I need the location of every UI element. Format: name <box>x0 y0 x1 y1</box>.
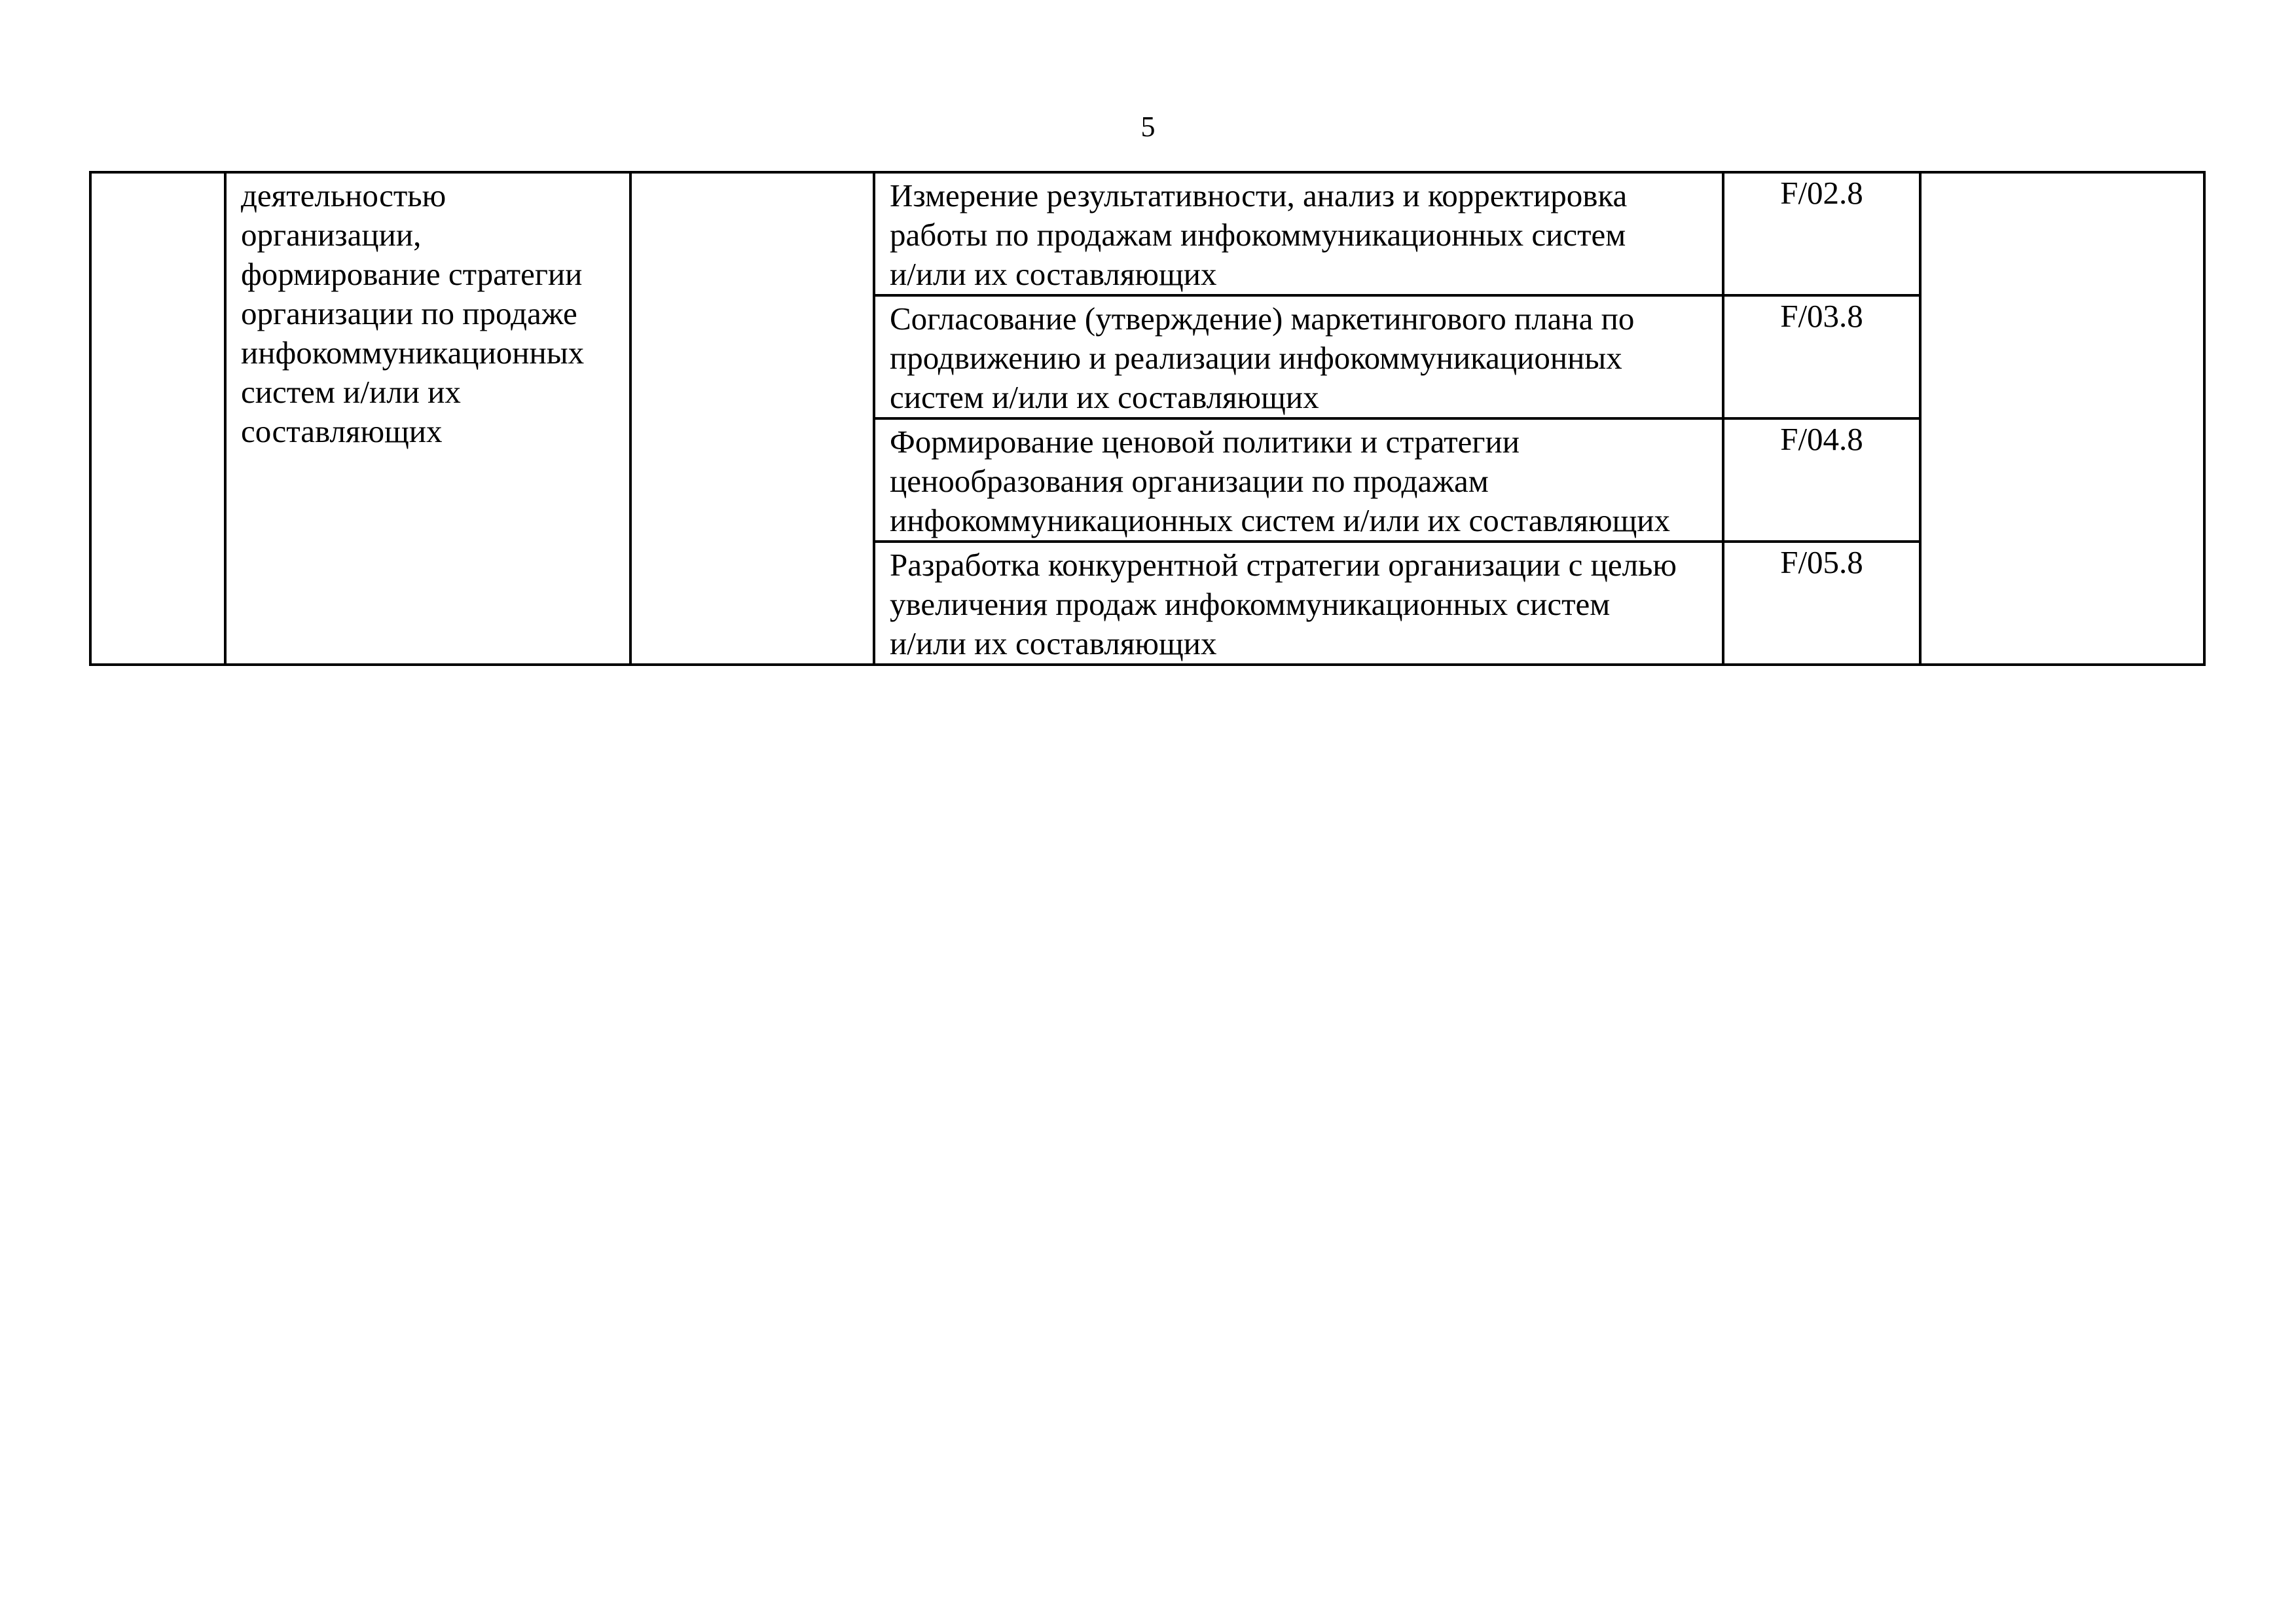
text-line: ценообразования организации по продажам <box>890 463 1489 499</box>
text-line: работы по продажам инфокоммуникационных систем <box>890 217 1626 253</box>
text-line: увеличения продаж инфокоммуникационных систем <box>890 586 1611 622</box>
text-line: Разработка конкурентной стратегии организации с целью <box>890 547 1677 583</box>
qualification-level-cell <box>630 172 874 665</box>
code-cell <box>90 172 225 665</box>
labor-function-code-cell: F/03.8 <box>1723 295 1920 418</box>
text-line: и/или их составляющих <box>890 625 1217 661</box>
text-line: организации, <box>241 217 422 253</box>
text-line: систем и/или их <box>241 374 461 410</box>
labor-function-name-cell <box>874 542 1723 665</box>
functions-table <box>89 171 2206 666</box>
text-line: систем и/или их составляющих <box>890 379 1319 415</box>
labor-function-code-cell: F/02.8 <box>1723 172 1920 295</box>
text-line: формирование стратегии <box>241 256 583 292</box>
text-line: деятельностью <box>241 177 446 213</box>
text-line: инфокоммуникационных систем и/или их составляющих <box>890 502 1671 538</box>
text-line: и/или их составляющих <box>890 256 1217 292</box>
labor-function-code-cell: F/05.8 <box>1723 542 1920 665</box>
text-line: Формирование ценовой политики и стратегии <box>890 424 1520 460</box>
labor-function-name-cell <box>874 172 1723 295</box>
labor-function-name-cell <box>874 418 1723 542</box>
text-line: организации по продаже <box>241 295 577 331</box>
text-line: инфокоммуникационных <box>241 335 585 371</box>
labor-function-code-cell: F/04.8 <box>1723 418 1920 542</box>
page-number: 5 <box>1140 111 1156 143</box>
labor-function-name-cell <box>874 295 1723 418</box>
text-line: продвижению и реализации инфокоммуникационных <box>890 340 1622 376</box>
text-line: составляющих <box>241 413 443 449</box>
sublevel-cell <box>1920 172 2204 665</box>
table-row <box>90 172 2204 295</box>
text-line: Согласование (утверждение) маркетингового плана по <box>890 301 1635 337</box>
general-function-name-cell <box>225 172 630 665</box>
text-line: Измерение результативности, анализ и корректировка <box>890 177 1628 213</box>
